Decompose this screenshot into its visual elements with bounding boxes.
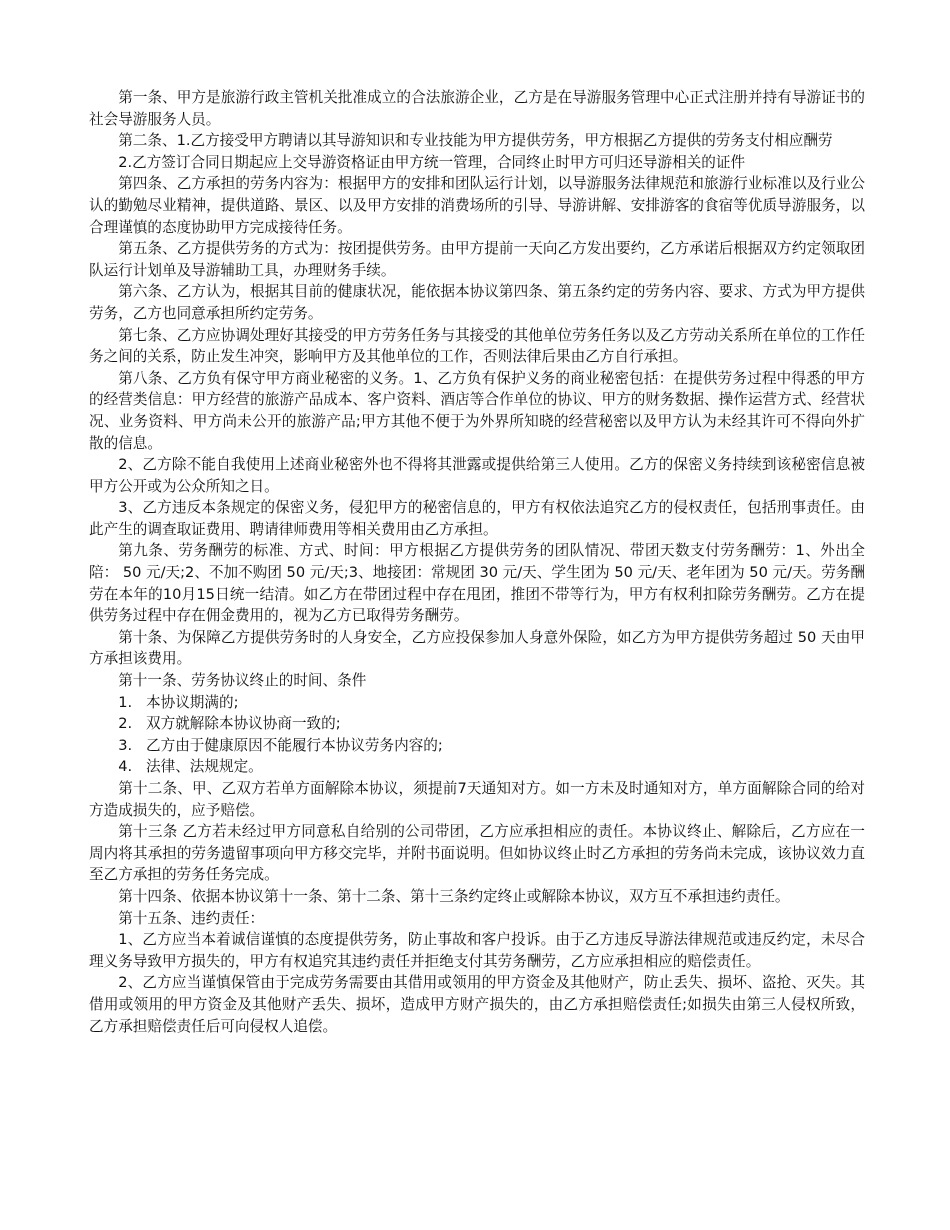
list-item: 1. 本协议期满的; bbox=[118, 693, 239, 711]
paragraph: 第十五条、违约责任： bbox=[118, 909, 265, 927]
list-item: 3. 乙方由于健康原因不能履行本协议劳务内容的; bbox=[118, 736, 443, 754]
paragraph: 第四条、乙方承担的劳务内容为：根据甲方的安排和团队运行计划，以导游服务法律规范和旅游行业标准以及行业公认的勤勉尽业精神，提供道路、景区、以及甲方安排的消费场所的引导、导游讲解、安排游客的食宿等优质导游服务，以合理谨慎的态度协助甲方完成接待任务。 bbox=[89, 175, 865, 236]
paragraph: 第二条、1.乙方接受甲方聘请以其导游知识和专业技能为甲方提供劳务，甲方根据乙方提供的劳务支付相应酬劳 bbox=[118, 132, 833, 150]
paragraph: 2、乙方应当谨慎保管由于完成劳务需要由其借用或领用的甲方资金及其他财产，防止丢失、损坏、盗抢、灭失。其借用或领用的甲方资金及其他财产丢失、损坏，造成甲方财产损失的，由乙方承担赔偿责任;如损失由第三人侵权所致，乙方承担赔偿责任后可向侵权人追偿。 bbox=[89, 974, 865, 1035]
paragraph: 2.乙方签订合同日期起应上交导游资格证由甲方统一管理，合同终止时甲方可归还导游相关的证件 bbox=[118, 153, 746, 171]
list-item: 4. 法律、法规规定。 bbox=[118, 758, 263, 776]
paragraph: 第五条、乙方提供劳务的方式为：按团提供劳务。由甲方提前一天向乙方发出要约，乙方承诺后根据双方约定领取团队运行计划单及导游辅助工具，办理财务手续。 bbox=[89, 240, 865, 279]
paragraph: 3、乙方违反本条规定的保密义务，侵犯甲方的秘密信息的，甲方有权依法追究乙方的侵权责任，包括刑事责任。由此产生的调查取证费用、聘请律师费用等相关费用由乙方承担。 bbox=[89, 499, 865, 538]
paragraph: 第十二条、甲、乙双方若单方面解除本协议，须提前7天通知对方。如一方未及时通知对方，单方面解除合同的给对方造成损失的，应予赔偿。 bbox=[89, 780, 865, 819]
document-body bbox=[89, 87, 865, 1037]
paragraph: 2、乙方除不能自我使用上述商业秘密外也不得将其泄露或提供给第三人使用。乙方的保密义务持续到该秘密信息被甲方公开或为公众所知之日。 bbox=[89, 456, 865, 495]
paragraph: 第十条、为保障乙方提供劳务时的人身安全，乙方应投保参加人身意外保险，如乙方为甲方提供劳务超过 50 天由甲方承担该费用。 bbox=[89, 628, 865, 668]
paragraph: 第十四条、依据本协议第十一条、第十二条、第十三条约定终止或解除本协议，双方互不承担违约责任。 bbox=[118, 887, 790, 905]
paragraph: 1、乙方应当本着诚信谨慎的态度提供劳务，防止事故和客户投诉。由于乙方违反导游法律规范或违反约定，未尽合理义务导致甲方损失的，甲方有权追究其违约责任并拒绝支付其劳务酬劳，乙方应承担相应的赔偿责任。 bbox=[89, 931, 865, 970]
list-item: 2. 双方就解除本协议协商一致的; bbox=[118, 715, 341, 733]
paragraph: 第九条、劳务酬劳的标准、方式、时间：甲方根据乙方提供劳务的团队情况、带团天数支付劳务酬劳：1、外出全陪： 50 元/天;2、不加不购团 50 元/天;3、地接团：常规团 30 元/天、学生团为 50 元/天、老年团为 50 元/天。劳务酬劳在本年的10月15日统一结清。如乙方在带团过程中存在甩团，推团不带等行为，甲方有权利扣除劳务酬劳。乙方在提供劳务过程中存在佣金费用的，视为乙方已取得劳务酬劳。 bbox=[89, 542, 865, 625]
paragraph: 第八条、乙方负有保守甲方商业秘密的义务。1、乙方负有保护义务的商业秘密包括：在提供劳务过程中得悉的甲方的经营类信息：甲方经营的旅游产品成本、客户资料、酒店等合作单位的协议、甲方的财务数据、操作运营方式、经营状况、业务资料、甲方尚未公开的旅游产品;甲方其他不便于为外界所知晓的经营秘密以及甲方认为未经其许可不得向外扩散的信息。 bbox=[89, 369, 865, 452]
paragraph: 第七条、乙方应协调处理好其接受的甲方劳务任务与其接受的其他单位劳务任务以及乙方劳动关系所在单位的工作任务之间的关系，防止发生冲突，影响甲方及其他单位的工作，否则法律后果由乙方自行承担。 bbox=[89, 326, 865, 366]
paragraph: 第十三条 乙方若未经过甲方同意私自给别的公司带团，乙方应承担相应的责任。本协议终止、解除后，乙方应在一周内将其承担的劳务遗留事项向甲方移交完毕，并附书面说明。但如协议终止时乙方承担的劳务尚未完成，该协议效力直至乙方承担的劳务任务完成。 bbox=[89, 823, 865, 884]
paragraph: 第十一条、劳务协议终止的时间、条件 bbox=[118, 672, 367, 690]
paragraph: 第六条、乙方认为，根据其目前的健康状况，能依据本协议第四条、第五条约定的劳务内容、要求、方式为甲方提供劳务，乙方也同意承担所约定劳务。 bbox=[89, 283, 865, 322]
paragraph: 第一条、甲方是旅游行政主管机关批准成立的合法旅游企业，乙方是在导游服务管理中心正式注册并持有导游证书的社会导游服务人员。 bbox=[89, 89, 865, 128]
